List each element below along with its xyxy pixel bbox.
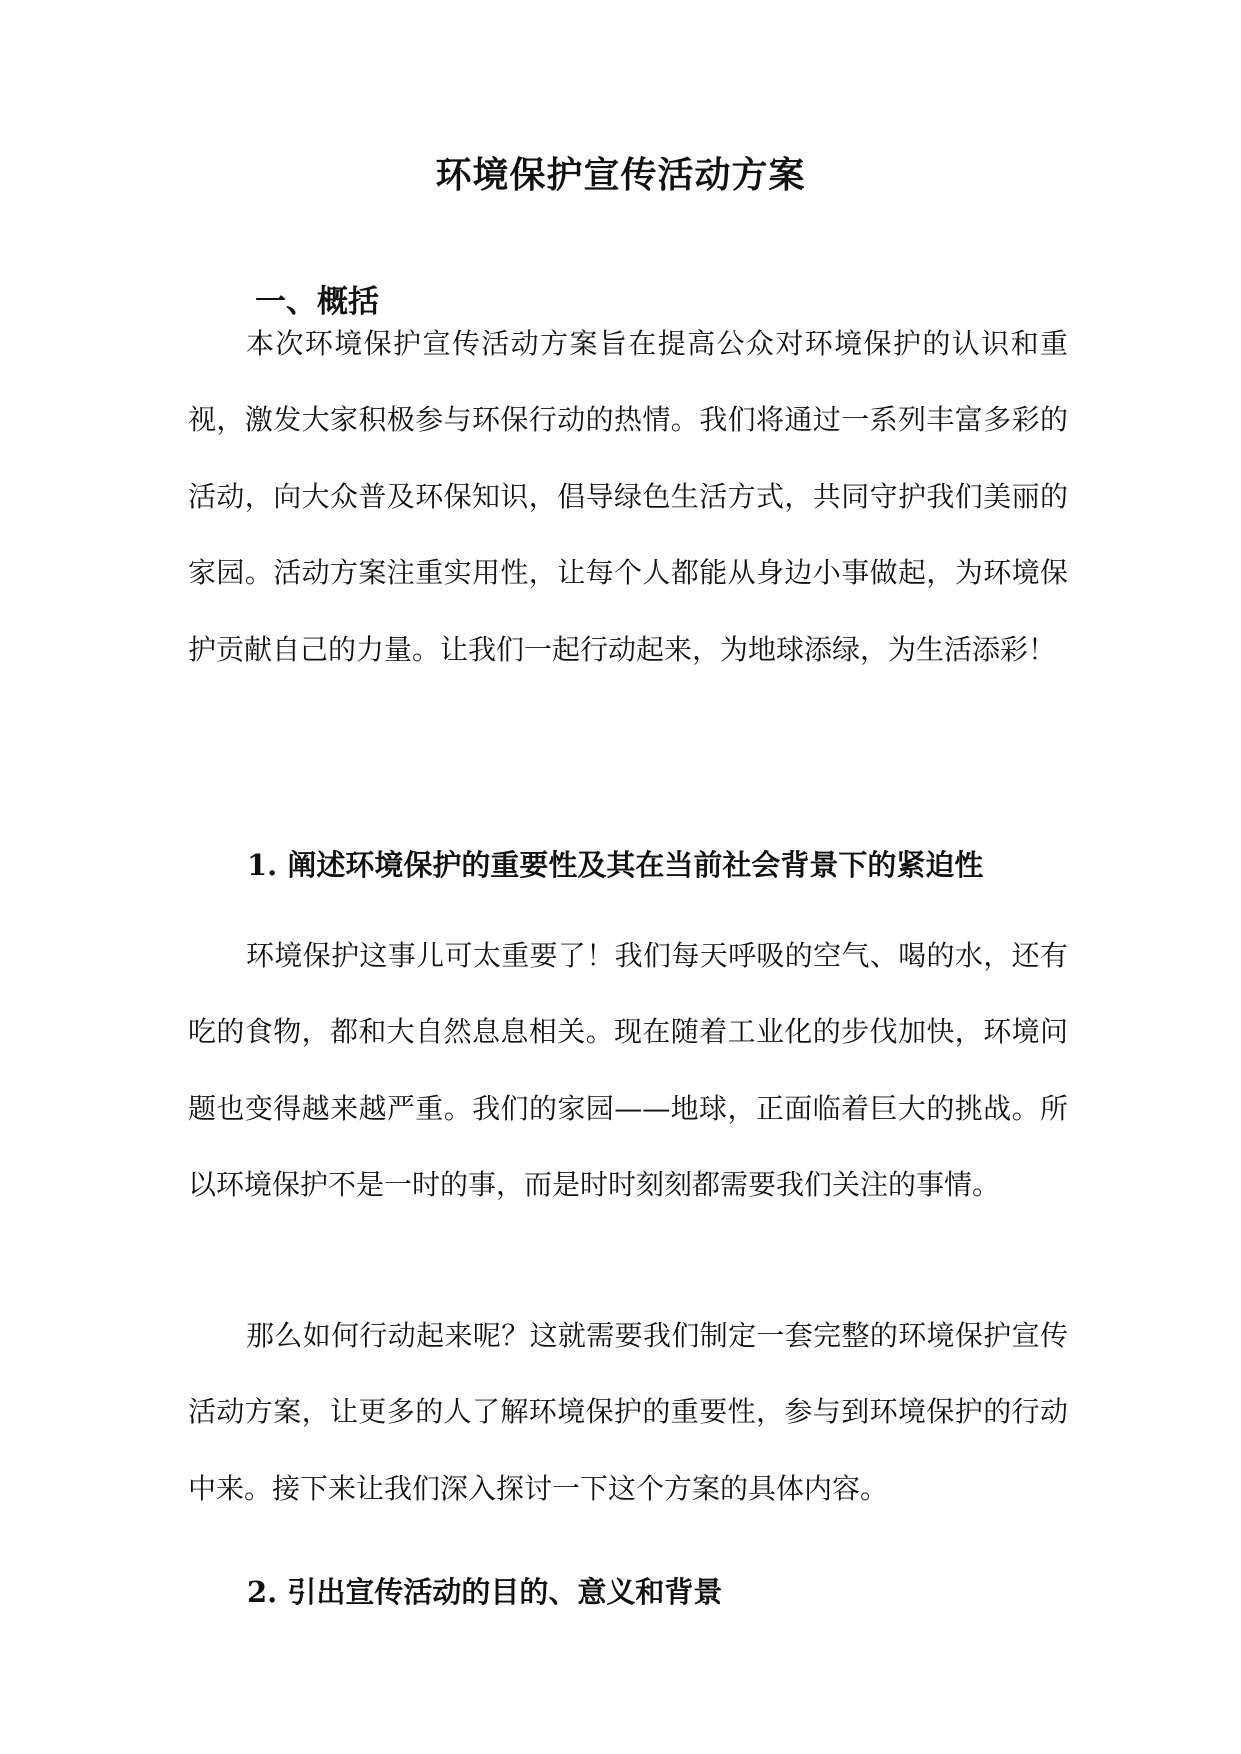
- importance-paragraph-2: 那么如何行动起来呢？这就需要我们制定一套完整的环境保护宣传活动方案，让更多的人了解环境保护的重要性，参与到环境保护的行动中来。接下来让我们深入探讨一下这个方案的具体内容。: [188, 1319, 1068, 1505]
- subsection-heading-purpose: 2. 引出宣传活动的目的、意义和背景: [247, 1575, 723, 1609]
- subsection-heading-importance: 1. 阐述环境保护的重要性及其在当前社会背景下的紧迫性: [247, 848, 984, 882]
- document-title: 环境保护宣传活动方案: [435, 154, 806, 196]
- overview-paragraph: 本次环境保护宣传活动方案旨在提高公众对环境保护的认识和重视，激发大家积极参与环保行动的热情。我们将通过一系列丰富多彩的活动，向大众普及环保知识，倡导绿色生活方式，共同守护我们美丽的家园。活动方案注重实用性，让每个人都能从身边小事做起，为环境保护贡献自己的力量。让我们一起行动起来，为地球添绿，为生活添彩！: [188, 327, 1068, 666]
- importance-paragraph-1: 环境保护这事儿可太重要了！我们每天呼吸的空气、喝的水，还有吃的食物，都和大自然息息相关。现在随着工业化的步伐加快，环境问题也变得越来越严重。我们的家园——地球，正面临着巨大的挑战。所以环境保护不是一时的事，而是时时刻刻都需要我们关注的事情。: [188, 939, 1068, 1202]
- section-heading-overview: 一、概括: [255, 284, 379, 320]
